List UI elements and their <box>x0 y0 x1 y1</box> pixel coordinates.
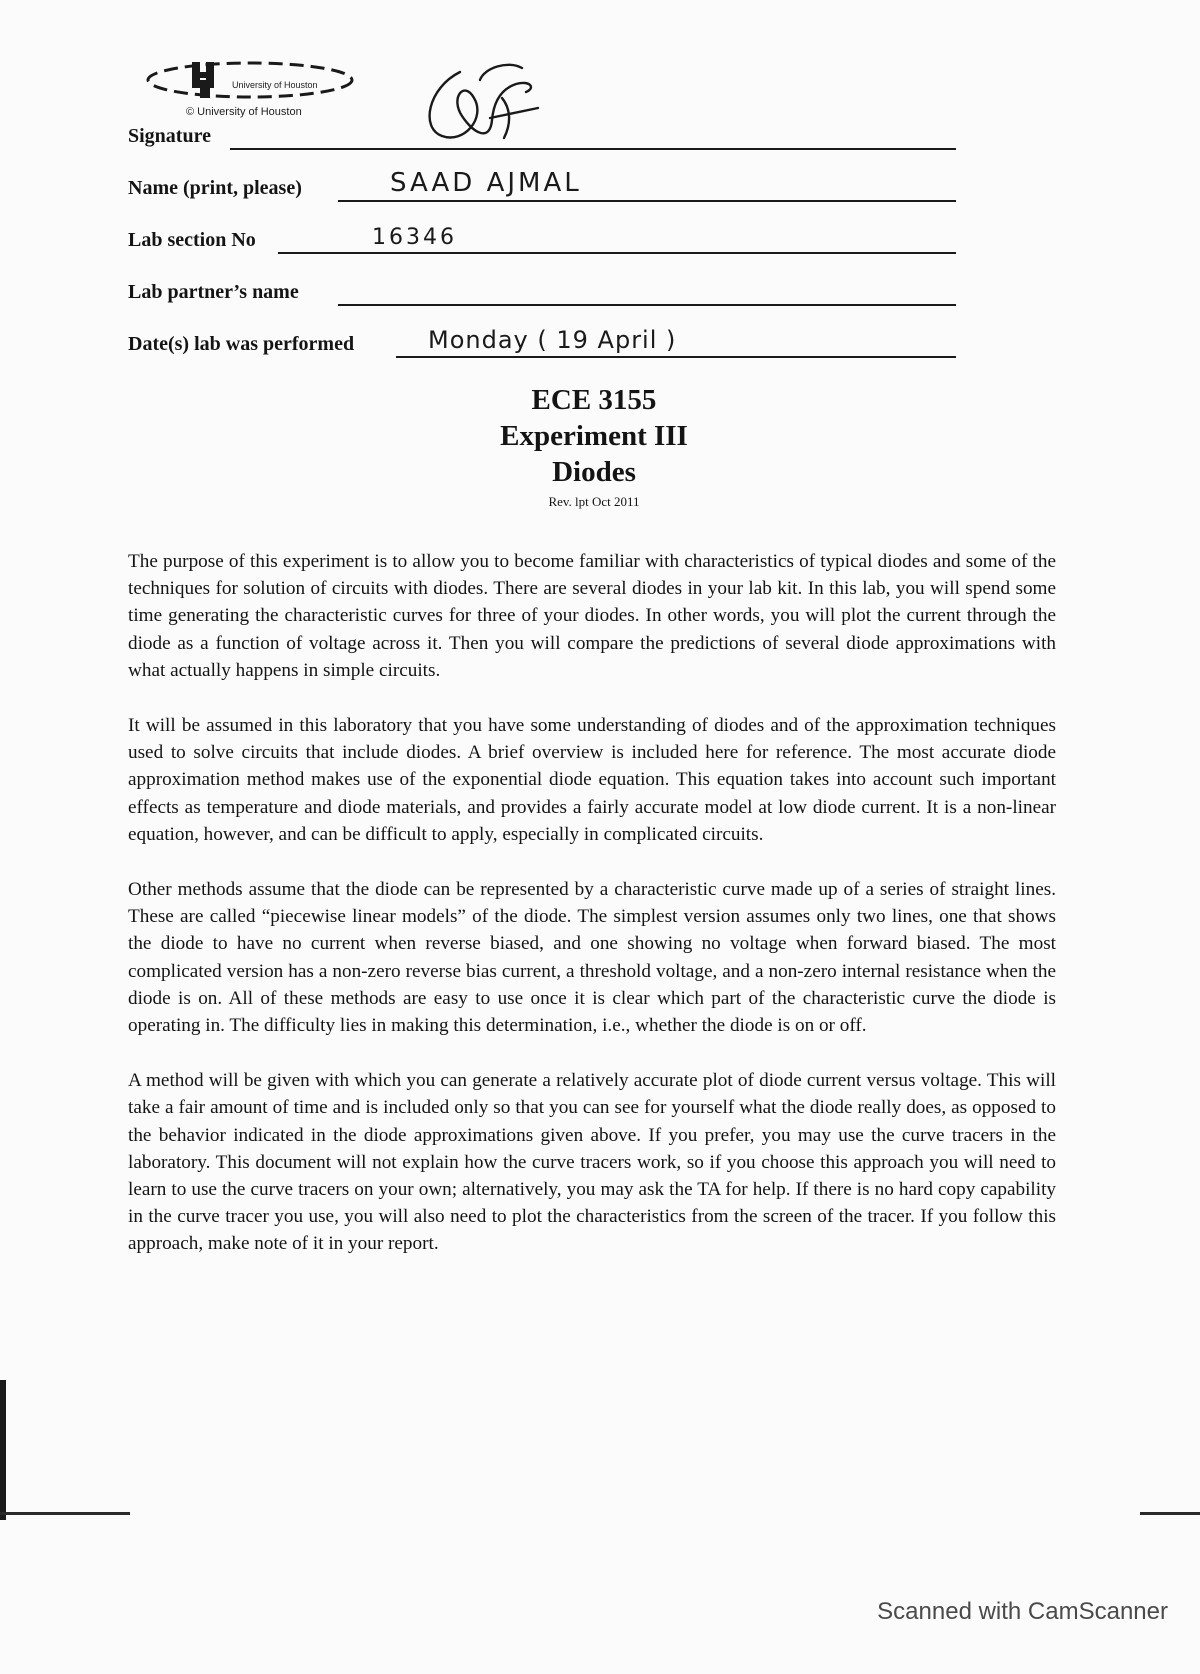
lab-partner-line <box>338 304 956 306</box>
revision-note: Rev. lpt Oct 2011 <box>548 494 640 509</box>
lab-section-field <box>128 216 828 256</box>
body-text <box>128 548 1056 1286</box>
name-value: SAAD AJMAL <box>390 168 582 198</box>
date-field <box>128 320 828 360</box>
paragraph-piecewise-models: Other methods assume that the diode can be represented by a characteristic curve made up of a series of straight lines. These are called “piecewise linear models” of the diode. The simplest version assumes only two lines, one that shows the diode to have no current when reverse biased, and one showing no voltage when forward biased. The most complicated version has a non-zero reverse bias current, a threshold voltage, and a non-zero internal resistance when the diode is on. All of these methods are easy to use once it is clear which part of the characteristic curve the diode is operating in. The difficulty lies in making this determination, i.e., whether the diode is on or off. <box>128 879 1056 1037</box>
paragraph-purpose: The purpose of this experiment is to allow you to become familiar with characteristics of typical diodes and some of the techniques for solution of circuits with diodes. There are several diodes in your lab kit. In this lab, you will spend some time generating the characteristic curves for three of your diodes. In other words, you will plot the current through the diode as a function of voltage across it. Then you will compare the predictions of several diode approximations with what actually happens in simple circuits. <box>128 551 1056 681</box>
signature-line <box>230 148 956 150</box>
logo-caption: © University of Houston <box>186 106 302 118</box>
date-line <box>396 356 956 358</box>
name-field <box>128 164 828 204</box>
scan-edge-shadow <box>0 1380 6 1520</box>
name-line <box>338 200 956 202</box>
lab-section-line <box>278 252 956 254</box>
scan-edge-line-left <box>0 1512 130 1515</box>
experiment-topic: Diodes <box>552 456 636 488</box>
paragraph-method: A method will be given with which you can generate a relatively accurate plot of diode current versus voltage. This will take a fair amount of time and is included only so that you can see for yourself what the diode really does, as opposed to the behavior indicated in the diode approximations given above. If you prefer, you may use the curve tracers in the laboratory. This document will not explain how the curve tracers work, so if you choose this approach you will need to learn to use the curve tracers on your own; alternatively, you may ask the TA for help. If there is no hard copy capability in the curve tracer you use, you will also need to plot the characteristics from the screen of the tracer. If you follow this approach, make note of it in your report. <box>128 1070 1056 1255</box>
date-label: Date(s) lab was performed <box>128 333 355 355</box>
title-block <box>0 382 1188 512</box>
date-value: Monday ( 19 April ) <box>428 326 677 354</box>
lab-partner-field <box>128 268 828 308</box>
experiment-title: Experiment III <box>500 420 688 452</box>
paragraph-assumptions: It will be assumed in this laboratory that you have some understanding of diodes and of the approximation techniques used to solve circuits that include diodes. A brief overview is included here for reference. The most accurate diode approximation method makes use of the exponential diode equation. This equation takes into account such important effects as temperature and diode materials, and provides a fairly accurate model at low diode current. It is a non-linear equation, however, and can be difficult to apply, especially in complicated circuits. <box>128 715 1056 845</box>
signature-field <box>128 112 828 152</box>
scan-edge-line-right <box>1140 1512 1200 1515</box>
lab-partner-label: Lab partner’s name <box>128 281 299 303</box>
lab-section-label: Lab section No <box>128 229 256 251</box>
scanner-watermark: Scanned with CamScanner <box>877 1598 1168 1625</box>
name-label: Name (print, please) <box>128 177 302 199</box>
lab-section-value: 16346 <box>372 225 457 250</box>
logo-wordmark: University of Houston <box>232 80 318 90</box>
signature-label: Signature <box>128 125 211 147</box>
course-number: ECE 3155 <box>531 384 657 416</box>
